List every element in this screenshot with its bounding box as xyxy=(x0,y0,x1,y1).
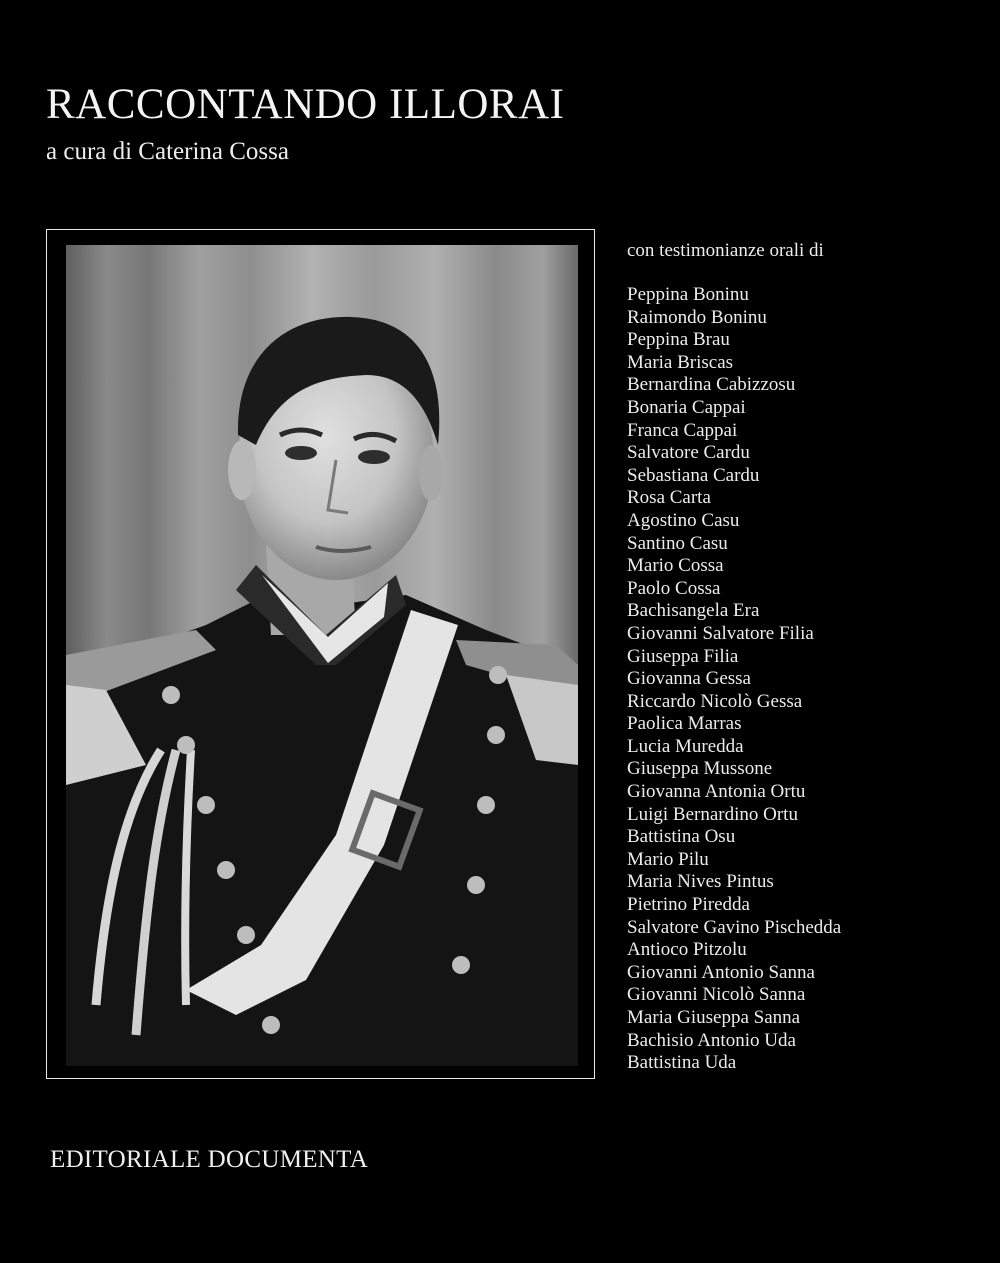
witness-name: Maria Briscas xyxy=(627,351,734,373)
witness-name: Bachisio Antonio Uda xyxy=(627,1029,796,1051)
publisher-name: EDITORIALE DOCUMENTA xyxy=(50,1146,369,1173)
witness-name: Salvatore Cardu xyxy=(627,442,750,464)
witness-name: Giuseppa Filia xyxy=(627,645,739,667)
witness-name: Antioco Pitzolu xyxy=(627,939,747,961)
witness-name: Raimondo Boninu xyxy=(627,306,767,328)
book-editor: a cura di Caterina Cossa xyxy=(46,138,289,165)
witness-name: Giovanni Nicolò Sanna xyxy=(627,984,806,1006)
witness-name: Salvatore Gavino Pischedda xyxy=(627,916,842,938)
witness-name: Luigi Bernardino Ortu xyxy=(627,803,798,825)
witness-name: Bernardina Cabizzosu xyxy=(627,374,796,396)
cover-photo xyxy=(66,245,578,1066)
witness-name: Bonaria Cappai xyxy=(627,396,746,418)
witness-name: Mario Pilu xyxy=(627,848,709,870)
witness-name: Giovanni Antonio Sanna xyxy=(627,961,815,983)
witness-name: Rosa Carta xyxy=(627,487,711,509)
witness-name: Paolo Cossa xyxy=(627,577,721,599)
witness-name: Mario Cossa xyxy=(627,555,724,577)
witness-name: Giovanni Salvatore Filia xyxy=(627,622,814,644)
witness-name: Sebastiana Cardu xyxy=(627,464,760,486)
witness-name: Agostino Casu xyxy=(627,509,740,531)
portrait-illustration xyxy=(66,245,578,1066)
witness-name: Peppina Brau xyxy=(627,329,730,351)
witness-name: Riccardo Nicolò Gessa xyxy=(627,690,803,712)
witness-name: Giovanna Gessa xyxy=(627,668,751,690)
witness-name: Giuseppa Mussone xyxy=(627,758,773,780)
witness-name: Bachisangela Era xyxy=(627,600,760,622)
witness-name: Pietrino Piredda xyxy=(627,894,750,916)
witness-name: Lucia Muredda xyxy=(627,735,744,757)
witness-name: Battistina Osu xyxy=(627,826,736,848)
witness-name: Paolica Marras xyxy=(627,713,742,735)
witness-name: Giovanna Antonia Ortu xyxy=(627,781,806,803)
book-title: RACCONTANDO ILLORAI xyxy=(46,81,565,128)
witness-name: Maria Nives Pintus xyxy=(627,871,774,893)
witnesses-list xyxy=(627,284,841,1075)
witness-name: Santino Casu xyxy=(627,532,728,554)
witness-name: Maria Giuseppa Sanna xyxy=(627,1007,801,1028)
witness-name: Franca Cappai xyxy=(627,419,738,441)
witness-name: Peppina Boninu xyxy=(627,284,749,305)
witness-name: Battistina Uda xyxy=(627,1052,737,1074)
witnesses-heading: con testimonianze orali di xyxy=(627,240,824,261)
